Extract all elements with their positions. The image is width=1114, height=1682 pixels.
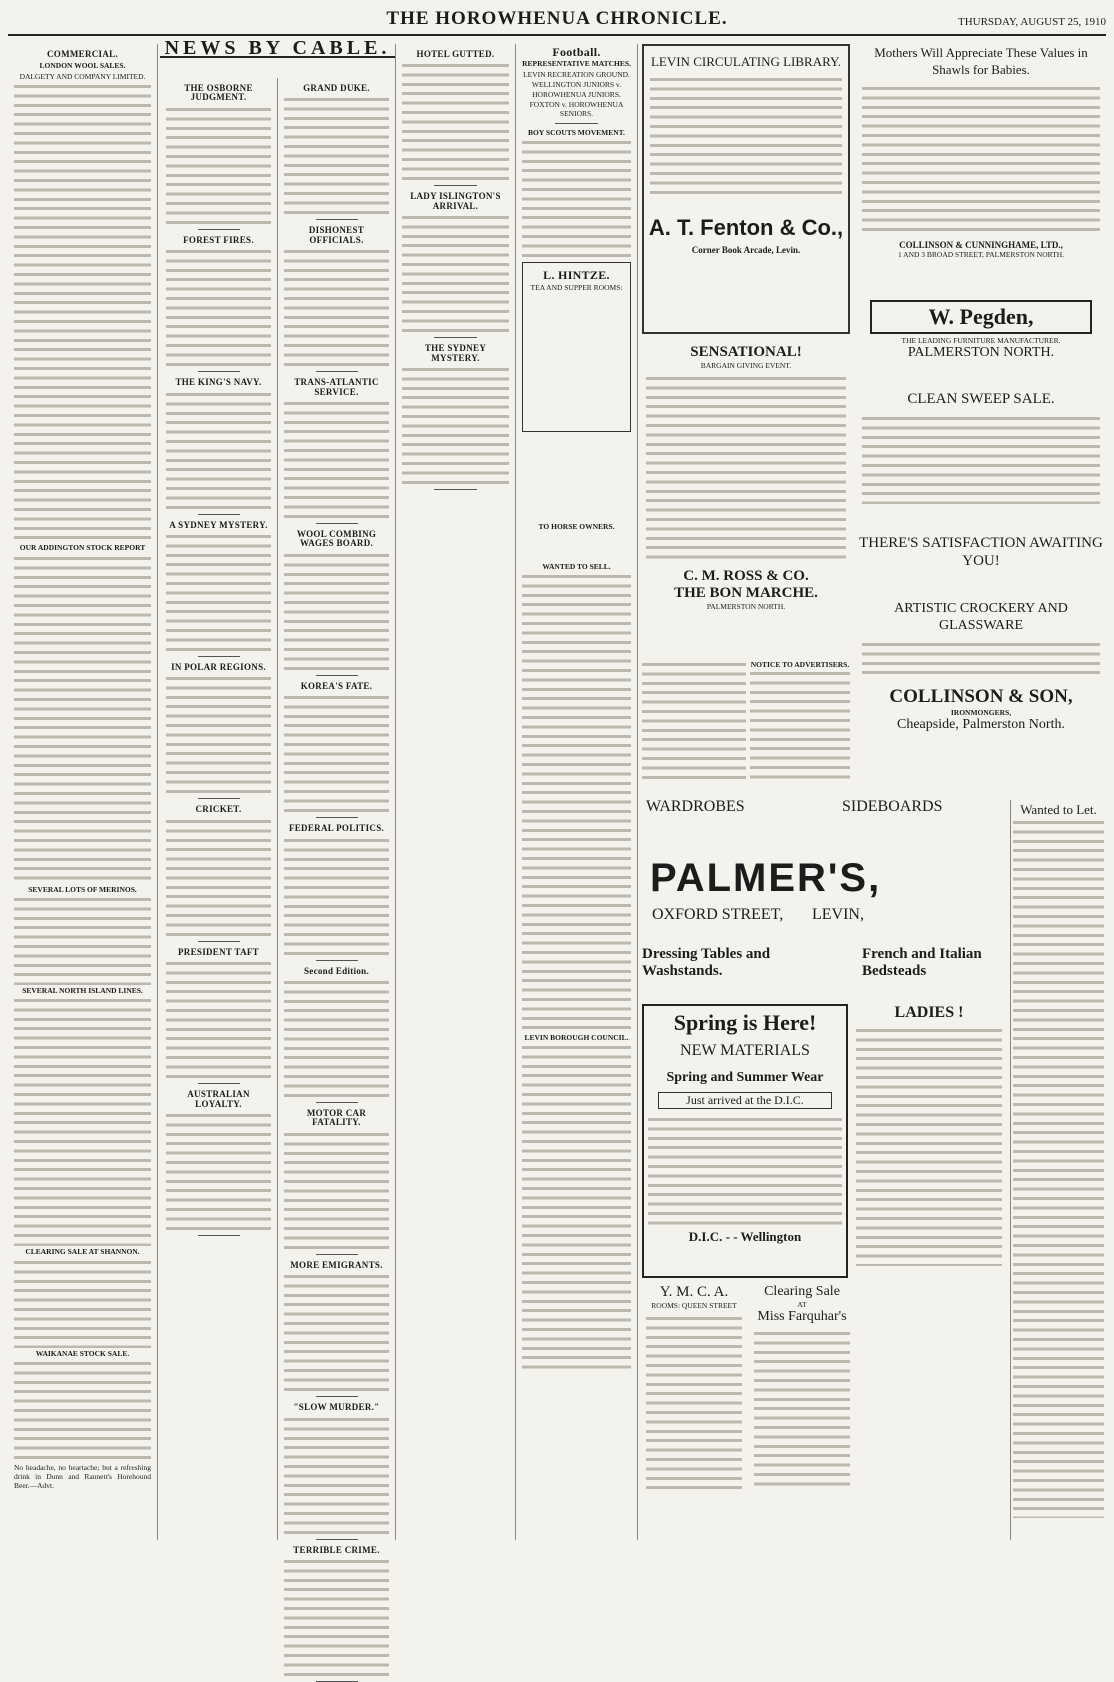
match-two: FOXTON v. HOROWHENUA SENIORS.: [529, 100, 624, 119]
sensational-title: SENSATIONAL!: [690, 344, 802, 360]
news-body: [166, 817, 271, 937]
football-heading: Football.: [552, 45, 601, 59]
news-heading: TRANS-ATLANTIC SERVICE.: [294, 377, 379, 397]
news-heading: MORE EMIGRANTS.: [290, 1259, 383, 1270]
borough-council: LEVIN BOROUGH COUNCIL.: [524, 1033, 629, 1043]
sell-text: [522, 572, 631, 1032]
scouts-text: [522, 138, 631, 258]
news-heading: THE SYDNEY MYSTERY.: [424, 343, 487, 363]
news-body: [284, 1415, 389, 1535]
oxford-street: OXFORD STREET,: [652, 906, 784, 923]
pegden-city: PALMERSTON NORTH.: [907, 345, 1055, 360]
library-list: [650, 75, 842, 195]
ladies-ad: [852, 1004, 1006, 1278]
spring-text: [648, 1115, 842, 1225]
wanted-to-let: [1010, 800, 1106, 1540]
news-banner: NEWS BY CABLE.: [160, 44, 395, 58]
pegden-text: [862, 414, 1100, 504]
crockery-ad: [856, 534, 1106, 784]
news-body: [166, 959, 271, 1079]
wardrobes: WARDROBES: [646, 798, 745, 815]
farquhar-text: [754, 1329, 850, 1489]
clean-sweep: CLEAN SWEEP SALE.: [907, 391, 1055, 407]
news-body: [402, 365, 509, 485]
scouts-heading: BOY SCOUTS MOVEMENT.: [528, 127, 625, 137]
addington-report-text: [14, 554, 151, 884]
palmers-name: PALMER'S,: [650, 856, 882, 900]
news-heading: AUSTRALIAN LOYALTY.: [187, 1089, 250, 1109]
pegden-name: W. Pegden,: [870, 300, 1092, 334]
collinson-son: COLLINSON & SON,: [889, 686, 1073, 707]
clearing-sale-heading: CLEARING SALE AT SHANNON.: [25, 1247, 140, 1257]
clearing-at: AT: [797, 1300, 807, 1309]
news-body: [284, 1130, 389, 1250]
farquhar-name: Miss Farquhar's: [757, 1309, 847, 1324]
sport-column: [516, 44, 638, 1540]
masthead: [8, 6, 1106, 36]
borough-text: [522, 1043, 631, 1373]
ross-name: C. M. ROSS & CO.: [683, 568, 809, 584]
news-heading: A SYDNEY MYSTERY.: [169, 519, 268, 530]
news-heading: LADY ISLINGTON'S ARRIVAL.: [410, 191, 501, 211]
news-heading: GRAND DUKE.: [303, 83, 370, 93]
farquhar-ad: [750, 1284, 854, 1540]
ironmongers: IRONMONGERS,: [950, 708, 1012, 717]
news-body: [284, 95, 389, 215]
merino-heading: SEVERAL LOTS OF MERINOS.: [28, 884, 137, 894]
palmers-town: LEVIN,: [812, 906, 864, 923]
news-heading: TERRIBLE CRIME.: [293, 1544, 380, 1555]
hintze-trade: TEA AND SUPPER ROOMS:: [530, 282, 623, 292]
crockery-goods: ARTISTIC CROCKERY AND GLASSWARE: [894, 601, 1068, 633]
news-heading: Second Edition.: [303, 965, 370, 976]
north-island-text: [14, 996, 151, 1246]
fenton-name: A. T. Fenton & Co.,: [648, 215, 844, 240]
issue-date: THURSDAY, AUGUST 25, 1910: [957, 16, 1106, 28]
spring-dic: Just arrived at the D.I.C.: [658, 1092, 832, 1109]
news-body: [284, 693, 389, 813]
news-body: [284, 551, 389, 671]
spring-footer: D.I.C. - - Wellington: [688, 1229, 802, 1244]
wanted-known-ad: [642, 660, 746, 790]
mothers-text: [862, 84, 1100, 234]
wanted-to-sell: WANTED TO SELL.: [542, 561, 611, 571]
news-body: [402, 213, 509, 333]
pegden-ad: [856, 298, 1106, 530]
news-heading: "SLOW MURDER.": [293, 1402, 380, 1413]
news-heading: DISHONEST OFFICIALS.: [308, 225, 365, 245]
waikanae-heading: WAIKANAE STOCK SALE.: [35, 1348, 130, 1358]
news-column-b: [278, 78, 396, 1555]
ladies-heading: LADIES !: [894, 1004, 964, 1021]
newspaper-title: THE HOROWHENUA CHRONICLE.: [386, 8, 728, 29]
wool-report-text: [14, 82, 151, 542]
news-body: [166, 532, 271, 652]
crockery-text: [862, 640, 1100, 680]
notice-heading: NOTICE TO ADVERTISERS.: [750, 660, 850, 669]
notice-advertisers: [750, 660, 850, 790]
news-body: [166, 247, 271, 367]
news-heading: THE KING'S NAVY.: [175, 377, 262, 388]
news-heading: IN POLAR REGIONS.: [171, 662, 266, 673]
wanted-known-text: [642, 660, 746, 780]
wanted-let-heading: Wanted to Let.: [1020, 802, 1097, 817]
sensational-text: [646, 374, 846, 564]
match-one: WELLINGTON JUNIORS v. HOROWHENUA JUNIORS.: [531, 80, 622, 99]
mothers-title: Mothers Will Appreciate These Values in Shawls for Babies.: [874, 45, 1088, 77]
ross-city: PALMERSTON NORTH.: [706, 602, 786, 611]
news-column-a: [160, 78, 278, 1540]
news-body: [166, 1111, 271, 1231]
news-heading: HOTEL GUTTED.: [416, 49, 495, 59]
news-body: [284, 1557, 389, 1677]
hintze-ad: [522, 262, 631, 432]
dalgety-subheading: DALGETY AND COMPANY LIMITED.: [19, 71, 146, 81]
mothers-ad: [856, 44, 1106, 294]
news-heading: PRESIDENT TAFT: [178, 946, 259, 957]
news-column-c: [396, 44, 516, 1540]
news-body: [166, 105, 271, 225]
news-body: [402, 61, 509, 181]
spring-title: Spring is Here!: [673, 1010, 817, 1035]
news-heading: WOOL COMBING WAGES BOARD.: [296, 529, 377, 549]
library-title: LEVIN CIRCULATING LIBRARY.: [650, 54, 842, 69]
horse-owners: TO HORSE OWNERS.: [538, 522, 615, 532]
news-body: [284, 978, 389, 1098]
wool-sales-heading: LONDON WOOL SALES.: [39, 61, 126, 71]
commercial-heading: COMMERCIAL.: [46, 49, 119, 59]
commercial-column: [8, 44, 158, 1540]
ymca-text: [646, 1314, 742, 1494]
rep-matches: REPRESENTATIVE MATCHES.: [522, 59, 631, 69]
ladies-text: [856, 1026, 1002, 1266]
news-body: [284, 836, 389, 956]
news-body: [284, 399, 389, 519]
clearing-sale-text: [14, 1258, 151, 1348]
wanted-let-text: [1013, 818, 1104, 1518]
dressing-tables: Dressing Tables and Washstands.: [642, 946, 771, 979]
cheapside: Cheapside, Palmerston North.: [897, 717, 1065, 732]
ymca-rooms: ROOMS: QUEEN STREET: [651, 1301, 737, 1310]
clearing-sale-title: Clearing Sale: [764, 1284, 840, 1299]
north-island-heading: SEVERAL NORTH ISLAND LINES.: [22, 986, 143, 996]
sensational-sub: BARGAIN GIVING EVENT.: [700, 361, 792, 370]
news-body: [166, 674, 271, 794]
sideboards: SIDEBOARDS: [842, 798, 943, 815]
ymca-title: Y. M. C. A.: [659, 1284, 729, 1300]
ymca-ad: [642, 1284, 746, 1540]
news-heading: THE OSBORNE JUDGMENT.: [184, 83, 253, 103]
news-heading: FOREST FIRES.: [183, 234, 254, 245]
sensational-ad: [642, 340, 850, 660]
spring-ad: [642, 1004, 848, 1278]
news-heading: FEDERAL POLITICS.: [288, 823, 385, 834]
news-body: [284, 1272, 389, 1392]
fenton-address: Corner Book Arcade, Levin.: [691, 245, 801, 255]
broad-street: 1 AND 3 BROAD STREET, PALMERSTON NORTH.: [897, 250, 1065, 259]
recreation-ground: LEVIN RECREATION GROUND.: [523, 69, 630, 79]
news-body: [166, 390, 271, 510]
merino-text: [14, 895, 151, 985]
addington-heading: OUR ADDINGTON STOCK REPORT: [19, 543, 146, 553]
spring-sub: NEW MATERIALS: [680, 1042, 810, 1059]
news-heading: KOREA'S FATE.: [300, 680, 373, 691]
pegden-sub: THE LEADING FURNITURE MANUFACTURER.: [901, 336, 1061, 345]
notice-text: [750, 669, 850, 779]
satisfaction-title: THERE'S SATISFACTION AWAITING YOU!: [859, 535, 1103, 569]
bedsteads: French and Italian Bedsteads: [862, 946, 982, 979]
hintze-name: L. HINTZE.: [543, 268, 610, 283]
horehound-ad: No headache, no heartache; but a refreshing drink in Dunn and Rannett's Horehound Beer.—Advt.: [14, 1463, 151, 1491]
news-heading: MOTOR CAR FATALITY.: [306, 1108, 367, 1128]
bon-marche: THE BON MARCHE.: [674, 585, 818, 601]
news-heading: CRICKET.: [195, 804, 242, 815]
collinson-cunninghame: COLLINSON & CUNNINGHAME, LTD.,: [899, 240, 1063, 250]
waikanae-text: [14, 1359, 151, 1459]
spring-line: Spring and Summer Wear: [666, 1070, 824, 1085]
library-ad: [642, 44, 850, 334]
news-body: [284, 247, 389, 367]
